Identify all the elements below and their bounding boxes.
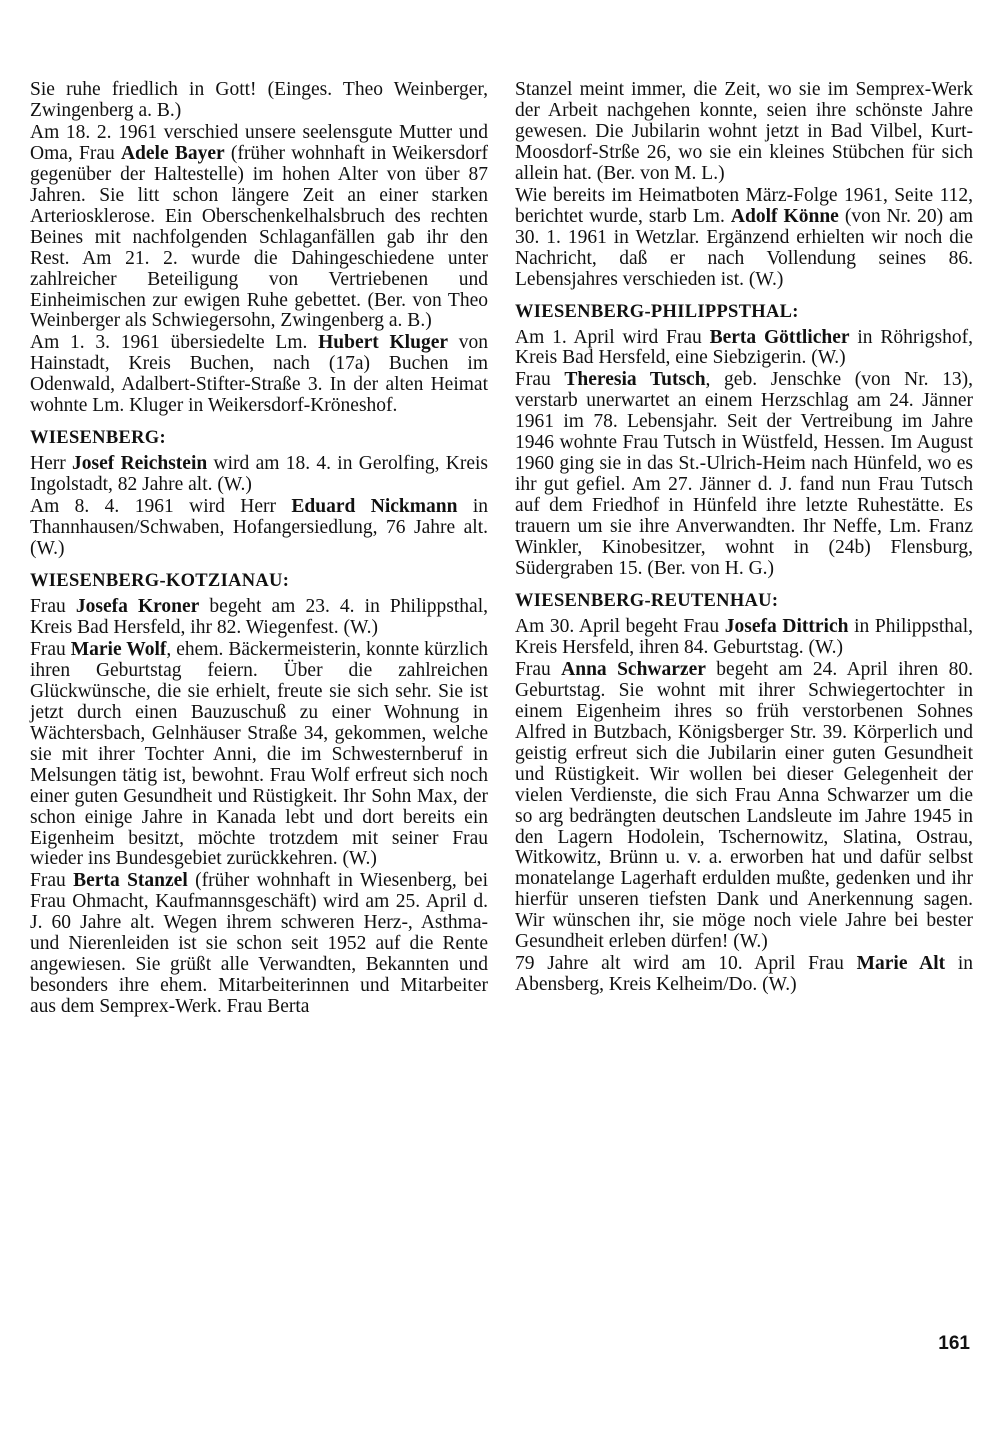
section-heading: WIESENBERG:	[30, 428, 166, 449]
person-name: Marie Alt	[856, 953, 946, 975]
text-run: Frau	[30, 596, 76, 618]
text-run: begeht am 24. April ihren 80. Geburtstag. Sie wohnt mit ihrer Schwiegertochter in einem Eigenheim ihres so früh verstorbenen Sohnes Alfred in Butzbach, Königsberger Str. 39. Körperlich und geistig erfreut sich die Jubilarin einer guten Gesundheit und Rüstigkeit. Wir wollen bei dieser Gelegenheit der vielen Verdienste, die sich Frau Anna Schwarzer um die so arg bedrängten deutschen Landsleute im Jahre 1945 in den Lagern Hodolein, Tschernowitz, Slatina, Ostrau, Witkowitz, Brünn u. v. a. erworben hat und dafür selbst monatelange Lagerhaft erdulden mußte, gedenken und ihr hierfür unseren tiefsten Dank und Anerkennung sagen. Wir wünschen ihr, sie möge noch viele Jahre bei bester Gesundheit erleben dürfen! (W.)	[515, 658, 974, 953]
paragraph	[515, 80, 973, 185]
section-heading: WIESENBERG-KOTZIANAU:	[30, 571, 290, 592]
person-name: Adolf Könne	[730, 205, 839, 227]
paragraph	[515, 370, 973, 580]
person-name: Josefa Kroner	[75, 596, 200, 618]
text-run: Wie bereits im Heimatboten März-Folge 1961, Seite 112, berichtet wurde, starb Lm.	[515, 184, 973, 227]
text-run: Frau	[515, 658, 562, 680]
paragraph	[30, 497, 488, 560]
text-run: begeht am 23. 4. in Philippsthal, Kreis Bad Hersfeld, ihr 82. Wiegenfest. (W.)	[30, 596, 488, 638]
paragraph	[515, 328, 973, 370]
left-column	[30, 80, 488, 1019]
person-name: Theresia Tutsch	[564, 369, 706, 391]
text-run: von Hainstadt, Kreis Buchen, nach (17a) Buchen im Odenwald, Adalbert-Stifter-Straße 3. In der alten Heimat wohnte Lm. Kluger in Weikersdorf-Kröneshof.	[30, 332, 489, 417]
page-number: 161	[938, 1333, 970, 1354]
paragraph	[30, 871, 488, 1018]
paragraph	[30, 123, 488, 333]
text-run: 79 Jahre alt wird am 10. April Frau	[515, 953, 857, 975]
paragraph	[30, 80, 488, 122]
person-name: Josef Reichstein	[72, 453, 208, 475]
text-run: Sie ruhe friedlich in Gott! (Einges. Theo Weinberger, Zwingenberg a. B.)	[30, 79, 488, 121]
text-run: (früher wohnhaft in Weikersdorf gegenüber der Haltestelle) im hohen Alter von über 87 Jahren. Sie litt schon längere Zeit an einer starken Arteriosklerose. Ein Oberschenkelhalsbruch des rechten Beines mit nachfolgenden Schlaganfällen gab ihr den Rest. Am 21. 2. wurde die Dahingeschiedene unter zahlreicher Beteiligung von Vertriebenen und Einheimischen zur ewigen Ruhe gebettet. (Ber. von Theo Weinberger als Schwiegersohn, Zwingenberg a. B.)	[30, 142, 488, 332]
person-name: Josefa Dittrich	[724, 615, 849, 637]
text-run: , geb. Jenschke (von Nr. 13), verstarb unerwartet an einem Herzschlag am 24. Jänner 1961 im 78. Lebensjahr. Seit der Vertreibung im Jahre 1946 wohnte Frau Tutsch in Wüstfeld, Hessen. Im August 1960 ging sie in das St.-Ulrich-Heim nach Hünfeld, wo es ihr gut gefiel. Am 27. Jänner d. J. fand nun Frau Tutsch auf dem Friedhof in Hünfeld ihre letzte Ruhestätte. Es trauern um sie ihre Anverwandten. Ihr Neffe, Lm. Franz Winkler, Kinobesitzer, wohnt in (24b) Flensburg, Südergraben 15. (Ber. von H. G.)	[515, 369, 974, 580]
text-run: Frau	[30, 870, 74, 892]
paragraph	[30, 597, 488, 639]
text-run: Herr	[30, 453, 73, 475]
person-name: Eduard Nickmann	[291, 496, 458, 518]
section-heading: WIESENBERG-PHILIPPSTHAL:	[515, 301, 799, 322]
text-run: in Röhrigshof, Kreis Bad Hersfeld, eine Siebzigerin. (W.)	[515, 326, 973, 369]
text-run: (von Nr. 20) am 30. 1. 1961 in Wetzlar. Ergänzend erhielten wir noch die Nachricht, daß er nach Vollendung seines 86. Lebensjahres verschieden ist. (W.)	[515, 205, 973, 290]
paragraph	[515, 186, 973, 291]
text-run: Frau	[30, 638, 71, 660]
text-run: Am 1. 3. 1961 übersiedelte Lm.	[30, 332, 319, 354]
paragraph	[30, 640, 488, 870]
text-run: Am 8. 4. 1961 wird Herr	[30, 496, 292, 518]
paragraph	[515, 617, 973, 659]
person-name: Berta Stanzel	[73, 870, 188, 892]
text-run: (früher wohnhaft in Wiesenberg, bei Frau Ohmacht, Kaufmannsgeschäft) wird am 25. April d. J. 60 Jahre alt. Wegen ihrem schweren Herz-, Asthma- und Nierenleiden ist sie schon seit 1952 auf die Rente angewiesen. Sie grüßt alle Verwandten, Bekannten und besonders ihre ehem. Mitarbeiterinnen und Mitarbeiter aus dem Semprex-Werk. Frau Berta	[30, 870, 488, 1018]
text-run: Am 1. April wird Frau	[515, 326, 710, 348]
person-name: Hubert Kluger	[318, 332, 449, 354]
person-name: Berta Göttlicher	[709, 326, 850, 348]
text-run: Stanzel meint immer, die Zeit, wo sie im Semprex-Werk der Arbeit nachgehen konnte, seien ihre schönste Jahre gewesen. Die Jubilarin wohnt jetzt in Bad Vilbel, Kurt-Moosdorf-Strße 26, wo sie ein kleines Stübchen für sich allein hat. (Ber. von M. L.)	[515, 79, 973, 184]
text-run: Am 30. April begeht Frau	[515, 615, 725, 637]
paragraph	[30, 333, 488, 417]
paragraph	[30, 454, 488, 496]
text-run: in Abensberg, Kreis Kelheim/Do. (W.)	[515, 953, 973, 996]
text-run: in Thannhausen/Schwaben, Hofangersiedlung, 76 Jahre alt. (W.)	[30, 496, 489, 560]
text-run: in Philippsthal, Kreis Hersfeld, ihren 84. Geburtstag. (W.)	[515, 615, 973, 658]
right-column	[515, 80, 973, 997]
paragraph	[515, 660, 973, 953]
text-run: wird am 18. 4. in Gerolfing, Kreis Ingolstadt, 82 Jahre alt. (W.)	[30, 453, 488, 496]
text-run: Am 18. 2. 1961 verschied unsere seelensgute Mutter und Oma, Frau	[30, 121, 488, 164]
person-name: Marie Wolf	[70, 638, 167, 660]
person-name: Adele Bayer	[120, 142, 225, 164]
section-heading: WIESENBERG-REUTENHAU:	[515, 590, 779, 611]
person-name: Anna Schwarzer	[561, 658, 706, 680]
text-run: Frau	[515, 369, 565, 391]
text-run: , ehem. Bäckermeisterin, konnte kürzlich ihren Geburtstag feiern. Über die zahlreichen Glückwünsche, die sie erhielt, freute sie sich sehr. Sie ist jetzt durch einen Bauzuschuß zu einer Wohnung in Wächtersbach, Gelnhäuser Straße 34, gekommen, welche sie mit ihrer Tochter Anni, die im Schwesternberuf in Melsungen tätig ist, bewohnt. Frau Wolf erfreut sich noch einer guten Gesundheit und Rüstigkeit. Ihr Sohn Max, der schon einige Jahre in Kanada lebt und dort bereits ein Eigenheim besitzt, möchte trotzdem mit seiner Frau wieder ins Bundesgebiet zurückkehren. (W.)	[30, 638, 488, 870]
paragraph	[515, 954, 973, 996]
